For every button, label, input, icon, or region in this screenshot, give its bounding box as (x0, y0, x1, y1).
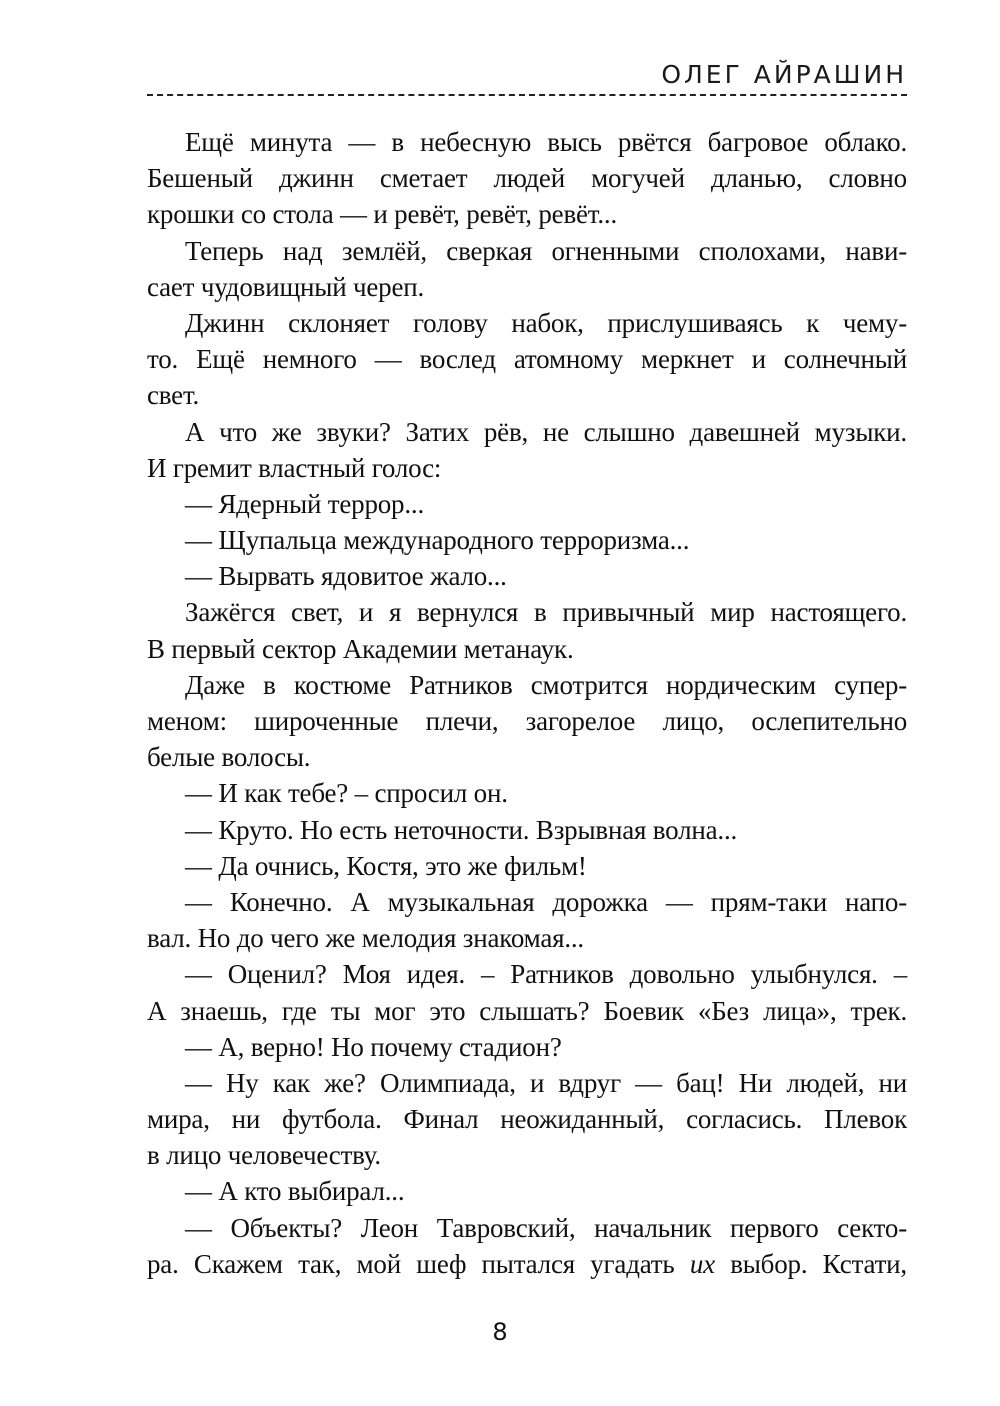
text-line: меном: широченные плечи, загорелое лицо, ослепительно (147, 706, 907, 736)
text-line (147, 1246, 907, 1282)
text-line: Джинн склоняет голову набок, прислушиваясь к чему- (185, 307, 907, 338)
text-line: Бешеный джинн сметает людей могучей дланью, словно (147, 163, 907, 194)
dialogue-line: — Щупальца международного терроризма... (185, 525, 690, 556)
text-line: крошки со стола — и ревёт, ревёт, ревёт... (147, 199, 617, 230)
dialogue-line: — И как тебе? – спросил он. (185, 778, 508, 809)
text-segment: выбор. Кстати, (714, 1248, 907, 1279)
dialogue-line: — Ядерный террор... (185, 488, 425, 519)
body-text (147, 124, 907, 1282)
text-line: Теперь над землёй, сверкая огненными сполохами, нави- (185, 235, 907, 266)
text-line: Ещё минута — в небесную высь рвётся багровое облако. (185, 127, 907, 157)
running-head-author: ОЛЕГ АЙРАШИН (661, 60, 907, 89)
text-line: белые волосы. (147, 742, 311, 773)
text-line: Зажёгся свет, и я вернулся в привычный мир настоящего. (185, 597, 907, 628)
text-line: вал. Но до чего же мелодия знакомая... (147, 923, 584, 954)
text-line: сает чудовищный череп. (147, 271, 425, 302)
text-line: А знаешь, где ты мог это слышать? Боевик «Без лица», трек. (147, 995, 907, 1026)
dialogue-line: — Конечно. А музыкальная дорожка — прям-таки напо- (185, 886, 907, 917)
text-line: свет. (147, 380, 200, 411)
text-line: В первый сектор Академии метанаук. (147, 633, 574, 664)
text-line: то. Ещё немного — вослед атомному меркнет и солнечный (147, 344, 907, 375)
text-line: Даже в костюме Ратников смотрится нордическим супер- (185, 669, 907, 700)
dialogue-line: — Оценил? Моя идея. – Ратников довольно улыбнулся. – (185, 959, 907, 990)
text-line: А что же звуки? Затих рёв, не слышно давешней музыки. (185, 416, 907, 447)
dialogue-line: — Объекты? Леон Тавровский, начальник первого секто- (185, 1212, 907, 1243)
dialogue-line: — А, верно! Но почему стадион? (185, 1031, 562, 1062)
text-line: мира, ни футбола. Финал неожиданный, согласись. Плевок (147, 1104, 907, 1135)
text-segment: ра. Скажем так, мой шеф пытался угадать (147, 1248, 690, 1279)
header-dashed-rule (147, 94, 907, 96)
dialogue-line: — Да очнись, Костя, это же фильм! (185, 850, 587, 881)
text-line: И гремит властный голос: (147, 452, 442, 483)
page-number: 8 (492, 1318, 508, 1346)
dialogue-line: — Вырвать ядовитое жало... (185, 561, 507, 592)
dialogue-line: — А кто выбирал... (185, 1176, 405, 1207)
dialogue-line: — Круто. Но есть неточности. Взрывная волна... (185, 814, 738, 845)
dialogue-line: — Ну как же? Олимпиада, и вдруг — бац! Ни людей, ни (185, 1067, 907, 1098)
text-line: в лицо человечеству. (147, 1140, 381, 1171)
italic-emphasis: их (689, 1248, 715, 1279)
